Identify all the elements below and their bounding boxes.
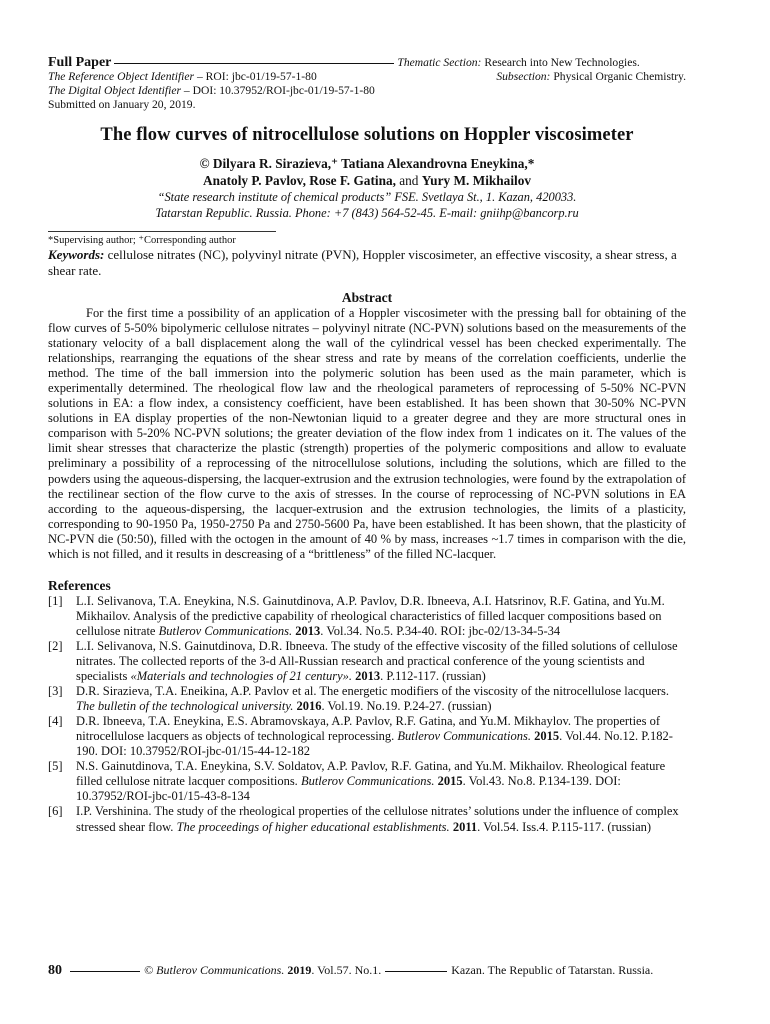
reference-number: [5] [48,759,63,774]
footer-issue: . Vol.57. No.1. [311,963,382,977]
reference-journal: The bulletin of the technological university. [76,699,294,714]
paper-title: The flow curves of nitrocellulose solutions on Hoppler viscosimeter [100,125,634,145]
reference-authors-title: L.I. Selivanova, T.A. Eneykina, N.S. Gainutdinova, A.P. Pavlov, D.R. Ibneeva, A.I. Hatsrinov, R.F. Gatina, and Yu.M. Mikhailov. Analysis of the predictive capability of rheological characteristics of filled lacquer compositions based on cellulose nitrate [76,593,665,638]
thematic-value: Research into New Technologies. [484,56,640,69]
reference-number: [3] [48,684,63,699]
paper-type-label: Full Paper [48,55,112,70]
reference-number: [6] [48,804,63,819]
page-footer [48,963,680,979]
footer-place: Kazan. The Republic of Tatarstan. Russia. [451,963,654,977]
reference-text [76,804,686,834]
reference-authors-title: N.S. Gainutdinova, T.A. Eneykina, S.V. Soldatov, A.P. Pavlov, R.F. Gatina, and Yu.M. Mikhailov. Rheological feature filled cellulose nitrate lacquer compositions. [76,759,666,789]
roi-value: – ROI: jbc-01/19-57-1-80 [196,70,317,83]
roi-label: The Reference Object Identifier [48,70,195,83]
footer-journal: © Butlerov Communications. [144,963,285,977]
reference-year: 2013 [295,623,321,638]
reference-journal: «Materials and technologies of 21 century». [130,669,353,684]
reference-list [48,594,686,835]
reference-text [76,594,686,639]
reference-journal: Butlerov Communications. [158,623,293,638]
footer-rule-right [385,971,447,972]
footer-year: 2019 [287,963,312,977]
affiliation-line-1: “State research institute of chemical products” FSE. Svetlaya St., 1. Kazan, 420033. [157,190,577,204]
reference-authors-title: D.R. Ibneeva, T.A. Eneykina, E.S. Abramovskaya, A.P. Pavlov, R.F. Gatina, and Yu.M. Mikhaylov. The properties of nitrocellulose lacquers as objects of technological reprocessing. [76,714,660,744]
reference-number: [4] [48,714,63,729]
reference-number: [1] [48,593,63,608]
reference-year: 2011 [452,819,478,834]
subsection-label: Subsection: [496,70,551,83]
author-footnote: *Supervising author; ⁺Corresponding author [48,235,236,246]
reference-details: . Vol.43. No.8. P.134-139. DOI: 10.37952/ROI-jbc-01/15-43-8-134 [76,774,621,804]
affiliation-line-2: Tatarstan Republic. Russia. Phone: +7 (843) 564-52-45. E-mail: gniihp@bancorp.ru [155,206,579,220]
reference-item [48,759,686,804]
reference-item [48,639,686,684]
keywords [48,247,686,279]
header-rule [114,63,394,64]
reference-item [48,804,686,834]
abstract-heading: Abstract [341,290,393,305]
reference-text [76,714,686,759]
reference-details: . Vol.19. No.19. P.24-27. (russian) [321,699,492,714]
reference-text [76,684,686,714]
reference-item [48,594,686,639]
reference-journal: The proceedings of higher educational establishments. [176,819,450,834]
doi-label: The Digital Object Identifier [48,84,181,97]
reference-year: 2016 [296,699,322,714]
reference-year: 2015 [534,729,560,744]
paper-header [48,56,686,112]
page-number: 80 [48,963,62,978]
thematic-label: Thematic Section: [397,56,482,69]
keywords-label: Keywords: [48,247,105,262]
reference-text [76,639,686,684]
reference-year: 2015 [437,774,463,789]
reference-details: . Vol.54. Iss.4. P.115-117. (russian) [477,819,652,834]
author-list [48,155,686,189]
reference-number: [2] [48,638,63,653]
reference-year: 2013 [355,669,381,684]
reference-details: . Vol.44. No.12. P.182-190. DOI: 10.37952/ROI-jbc-01/15-44-12-182 [76,729,673,759]
submitted-date: Submitted on January 20, 2019. [48,98,196,111]
reference-authors-title: D.R. Sirazieva, T.A. Eneikina, A.P. Pavlov et al. The energetic modifiers of the viscosity of the nitrocellulose lacquers. [76,684,670,699]
paper-page [48,56,686,835]
authors-line-1: © Dilyara R. Sirazieva,⁺ Tatiana Alexandrovna Eneykina,* [199,156,535,171]
doi-value: – DOI: 10.37952/ROI-jbc-01/19-57-1-80 [183,84,375,97]
subsection-value: Physical Organic Chemistry. [553,70,686,83]
abstract-text: For the first time a possibility of an application of a Hoppler viscosimeter with the pressing ball for obtaining of the flow curves of 5-50% bipolymeric cellulose nitrates – polyvinyl nitrate (NC-PVN) solutions based on the measurements of the stationary velocity of a ball displacement along the wall of the cylindrical vessel has been checked experimentally. The relationships, rearranging the equations of the shear stress and rate by means of the correlation coefficients, underlie the method. The time of the ball immersion into the polymeric solution has been used as the main parameter, which is experimentally determined. The rheological flow law and the rheological parameters of reprocessing of 5-50% NC-PVN solutions in EA: a flow index, a consistency coefficient, have been established. It has been shown that 30-50% NC-PVN solutions in EA display properties of the non-Newtonian liquid to a greater degree and they are more structural ones in comparison with 5-20% NC-PVN solutions; the greater deviation of the flow index from 1 indicates on it. The values of the limit shear stresses that characterize the plastic (strength) properties of the polymeric compositions and allow to evaluate preliminary a possibility of a reprocessing of the nitrocellulose solutions, including the solutions, which are filled to the powders using the aqueous-dispersing, the lacquer-extrusion and the extrusion technologies, were found by the extrapolation of the rectilinear section of the flow curve to the axis of stresses. In the course of reprocessing of NC-PVN solutions in EA according to the aqueous-dispersing, the lacquer-extrusion and the extrusion technologies, the limits of a plasticity, corresponding to 90-1950 Pa, 1950-2750 Pa and 2750-5600 Pa, have been established. It has been shown, that the plasticity of NC-PVN die (50:50), filled with the octogen in the amount of 40 % by mass, increases ~1.7 times in comparison with the die, which is not filled, and it results in descreasing of a “brittleness” of the filled NC-lacquer. [48,306,686,561]
footnote-rule [48,231,276,232]
keywords-text: cellulose nitrates (NC), polyvinyl nitrate (PVN), Hoppler viscosimeter, an effective viscosity, a shear stress, a shear rate. [48,247,677,278]
affiliation [48,189,686,221]
reference-journal: Butlerov Communications. [300,774,435,789]
reference-item [48,684,686,714]
reference-authors-title: I.P. Vershinina. The study of the rheological properties of the cellulose nitrates’ solutions under the influence of complex stressed shear flow. [76,804,679,834]
reference-item [48,714,686,759]
authors-line-2b: Yury M. Mikhailov [421,173,532,188]
footer-rule-left [70,971,140,972]
authors-and: and [395,173,422,188]
reference-authors-title: L.I. Selivanova, N.S. Gainutdinova, D.R. Ibneeva. The study of the effective viscosity of the filled solutions of cellulose nitrates. The collected reports of the 3-d All-Russian research and practical conference of the young scientists and specialists [76,638,678,684]
reference-journal: Butlerov Communications. [397,729,531,744]
authors-line-2a: Anatoly P. Pavlov, Rose F. Gatina, [202,173,396,188]
reference-details: . P.112-117. (russian) [380,669,486,684]
reference-details: . Vol.34. No.5. P.34-40. ROI: jbc-02/13-34-5-34 [320,623,561,638]
reference-text [76,759,686,804]
references-heading: References [48,577,111,593]
